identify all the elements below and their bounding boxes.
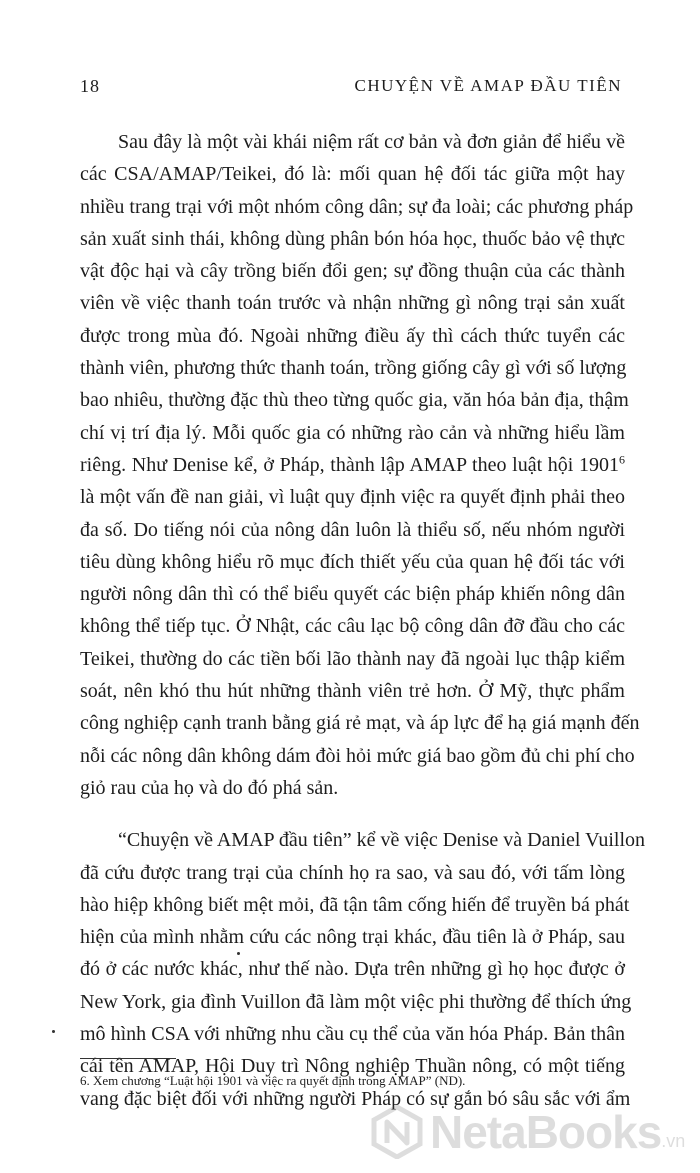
running-head: CHUYỆN VỀ AMAP ĐẦU TIÊN [354,76,622,95]
watermark-brand: NetaBooks [430,1106,662,1158]
text-line: giỏ rau của họ và do đó phá sản. [80,776,339,799]
page-header [80,76,622,100]
text-line: hào hiệp không biết mệt mỏi, đã tận tâm cống hiến để truyền bá phát [80,893,630,916]
text-line: tiêu dùng không hiểu rõ mục đích thiết yếu của quan hệ đối tác với [80,550,625,573]
text-line: chí vị trí địa lý. Mỗi quốc gia có những rào cản và những hiểu lầm [80,421,625,444]
speck-mark [52,1030,55,1033]
text-line: nỗi các nông dân không dám đòi hỏi mức giá bao gồm đủ chi phí cho [80,744,635,767]
text-line: riêng. Như Denise kể, ở Pháp, thành lập AMAP theo luật hội 1901$^6$ [80,452,625,476]
text-line: sản xuất sinh thái, không dùng phân bón hóa học, thuốc bảo vệ thực [80,227,625,250]
footnote-marker[interactable]: 6 [619,452,625,467]
speck-mark [237,952,240,955]
text-line: được trong mùa đó. Ngoài những điều ấy thì cách thức tuyển các [80,324,625,347]
text-line: hiện của mình nhằm cứu các nông trại khác, đầu tiên là ở Pháp, sau [80,926,625,949]
paragraph-1 [80,126,640,804]
text-line: mô hình CSA với những nhu cầu cụ thể của văn hóa Pháp. Bản thân [80,1023,625,1046]
netabooks-logo-icon [370,1105,424,1159]
text-line: bao nhiêu, thường đặc thù theo từng quốc gia, văn hóa bản địa, thậm [80,389,629,412]
footnote-6: 6. Xem chương “Luật hội 1901 và việc ra quyết định trong AMAP” (ND). [80,1073,466,1088]
text-line: Teikei, thường do các tiền bối lão thành nay đã ngoài lục thập kiểm [80,647,625,670]
text-line: thành viên, phương thức thanh toán, trồng giống cây gì với số lượng [80,357,627,380]
text-line: đã cứu được trang trại của chính họ ra sao, và sau đó, với tấm lòng [80,861,625,884]
text-line: là một vấn đề nan giải, vì luật quy định việc ra quyết định phải theo [80,486,625,509]
text-line: đó ở các nước khác, như thế nào. Dựa trên những gì họ học được ở [80,958,625,981]
watermark-suffix: .vn [661,1131,686,1151]
text-line: soát, nên khó thu hút những thành viên trẻ hơn. Ở Mỹ, thực phẩm [80,680,625,703]
text-line: nhiều trang trại với một nhóm công dân; sự đa loài; các phương pháp [80,195,634,218]
text-line: New York, gia đình Vuillon đã làm một việc phi thường để thích ứng [80,990,632,1013]
paragraph-2 [80,824,646,1115]
netabooks-watermark [370,1102,690,1162]
text-line: “Chuyện về AMAP đầu tiên” kể về việc Denise và Daniel Vuillon [118,829,646,852]
text-line: Sau đây là một vài khái niệm rất cơ bản và đơn giản để hiểu về [118,131,625,153]
body-text [80,126,646,1115]
text-line: vang đặc biệt đối với những người Pháp có sự gắn bó sâu sắc với ẩm [80,1087,631,1110]
text-line: viên về việc thanh toán trước và nhận những gì nông trại sản xuất [80,292,625,315]
text-line: người nông dân thì có thể biểu quyết các biện pháp khiến nông dân [80,583,625,606]
text-line: đa số. Do tiếng nói của nông dân luôn là thiểu số, nếu nhóm người [80,518,625,541]
text-line: vật độc hại và cây trồng biến đổi gen; sự đồng thuận của các thành [80,260,625,283]
text-line: cái tên AMAP, Hội Duy trì Nông nghiệp Thuần nông, có một tiếng [80,1055,625,1078]
text-line: công nghiệp cạnh tranh bằng giá rẻ mạt, và áp lực để hạ giá mạnh đến [80,712,640,735]
page-number: 18 [80,76,100,96]
text-line: các CSA/AMAP/Teikei, đó là: mối quan hệ đối tác giữa một hay [80,163,625,186]
text-line: không thể tiếp tục. Ở Nhật, các câu lạc bộ công dân đỡ đầu cho các [80,615,625,638]
footnote-rule [80,1058,176,1059]
